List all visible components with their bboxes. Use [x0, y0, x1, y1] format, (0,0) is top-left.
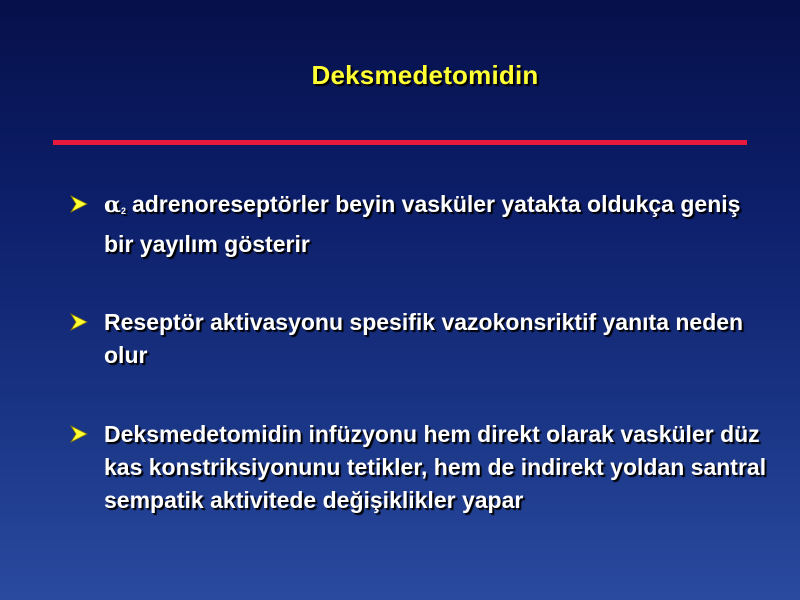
bullet-text-body: adrenoreseptörler beyin vasküler yatakta oldukça geniş bir yayılım gösterir [104, 191, 741, 257]
bullet-text: Deksmedetomidin infüzyonu hem direkt olarak vasküler düz kas konstriksiyonunu tetikler, hem de indirekt yoldan santral sempatik aktivitede değişiklikler yapar [104, 421, 767, 513]
alpha-subscript: 2 [120, 206, 126, 216]
title-divider [53, 140, 747, 145]
slide-title: Deksmedetomidin [311, 60, 539, 90]
arrow-bullet-icon [70, 425, 88, 443]
bullet-text [104, 188, 769, 261]
arrow-bullet-icon [70, 195, 88, 213]
bullet-text: Reseptör aktivasyonu spesifik vazokonsriktif yanıta neden olur [104, 309, 744, 368]
arrow-bullet-icon [70, 313, 88, 331]
alpha-symbol: α [104, 192, 121, 218]
